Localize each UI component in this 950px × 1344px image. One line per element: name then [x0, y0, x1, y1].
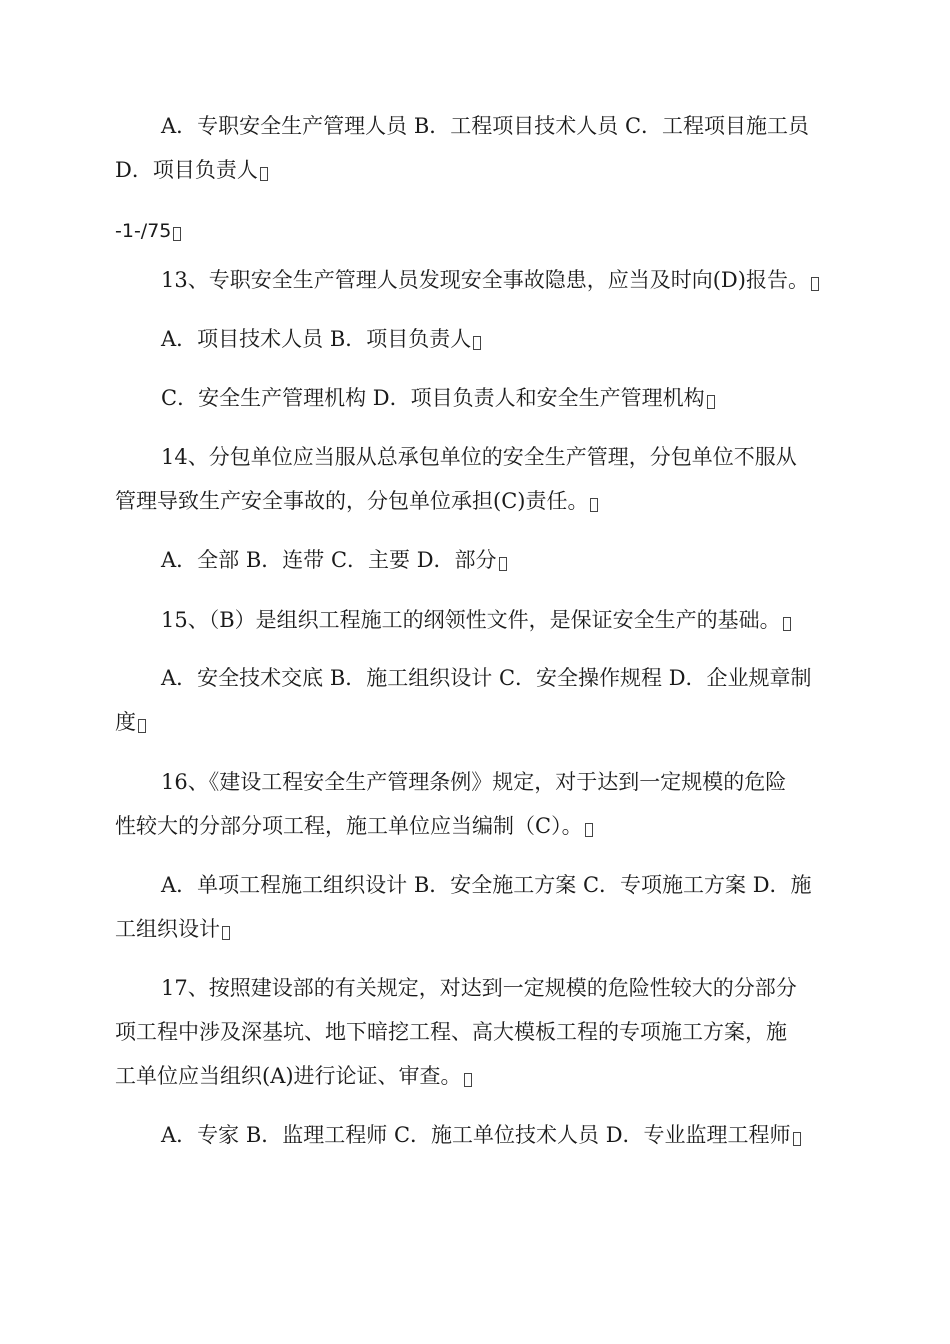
text-line: A．全部 B．连带 C．主要 D．部分 — [115, 538, 835, 582]
q12-options — [115, 104, 835, 192]
paragraph-mark-icon — [473, 336, 481, 350]
paragraph-mark-icon — [464, 1073, 472, 1087]
text-line: 度 — [115, 700, 835, 744]
text-line: A．安全技术交底 B．施工组织设计 C．安全操作规程 D．企业规章制 — [161, 666, 812, 690]
paragraph-mark-icon — [499, 557, 507, 571]
text-line: 工组织设计 — [115, 907, 835, 951]
paragraph-mark-icon — [173, 227, 181, 241]
q14-options — [115, 538, 835, 582]
text-line: 13、专职安全生产管理人员发现安全事故隐患，应当及时向(D)报告。 — [115, 258, 835, 302]
text-line: A．单项工程施工组织设计 B．安全施工方案 C．专项施工方案 D．施 — [161, 873, 812, 897]
text-line: 项工程中涉及深基坑、地下暗挖工程、高大模板工程的专项施工方案，施 — [115, 1020, 787, 1044]
q16-options — [115, 863, 835, 951]
text-line: 工单位应当组织(A)进行论证、审查。 — [115, 1054, 835, 1098]
text-line: 15、（B）是组织工程施工的纲领性文件，是保证安全生产的基础。 — [115, 598, 835, 642]
q15-options — [115, 656, 835, 744]
q13-options-line2 — [115, 376, 835, 420]
text-line: 性较大的分部分项工程，施工单位应当编制（C）。 — [115, 804, 835, 848]
text-line: C．安全生产管理机构 D．项目负责人和安全生产管理机构 — [115, 376, 835, 420]
paragraph-mark-icon — [793, 1132, 801, 1146]
q15-question — [115, 598, 835, 642]
text-line: 管理导致生产安全事故的，分包单位承担(C)责任。 — [115, 479, 835, 523]
text-line: 14、分包单位应当服从总承包单位的安全生产管理，分包单位不服从 — [161, 445, 797, 469]
q17-question — [115, 966, 835, 1098]
text-line: A．专家 B．监理工程师 C．施工单位技术人员 D．专业监理工程师 — [115, 1113, 835, 1157]
text-line: A．项目技术人员 B．项目负责人 — [115, 317, 835, 361]
text-line: 16、《建设工程安全生产管理条例》规定，对于达到一定规模的危险 — [161, 770, 787, 794]
page-number — [115, 208, 835, 253]
paragraph-mark-icon — [811, 277, 819, 291]
paragraph-mark-icon — [590, 498, 598, 512]
paragraph-mark-icon — [138, 719, 146, 733]
q13-options-line1 — [115, 317, 835, 361]
text-line: 17、按照建设部的有关规定，对达到一定规模的危险性较大的分部分 — [161, 976, 797, 1000]
q17-options — [115, 1113, 835, 1157]
paragraph-mark-icon — [783, 617, 791, 631]
paragraph-mark-icon — [707, 395, 715, 409]
text-line: -1-/75 — [115, 208, 835, 253]
paragraph-mark-icon — [222, 926, 230, 940]
text-line: A．专职安全生产管理人员 B．工程项目技术人员 C．工程项目施工员 — [161, 114, 810, 138]
paragraph-mark-icon — [260, 167, 268, 181]
paragraph-mark-icon — [585, 823, 593, 837]
q13-question — [115, 258, 835, 302]
q16-question — [115, 760, 835, 848]
text-line: D．项目负责人 — [115, 148, 835, 192]
q14-question — [115, 435, 835, 523]
